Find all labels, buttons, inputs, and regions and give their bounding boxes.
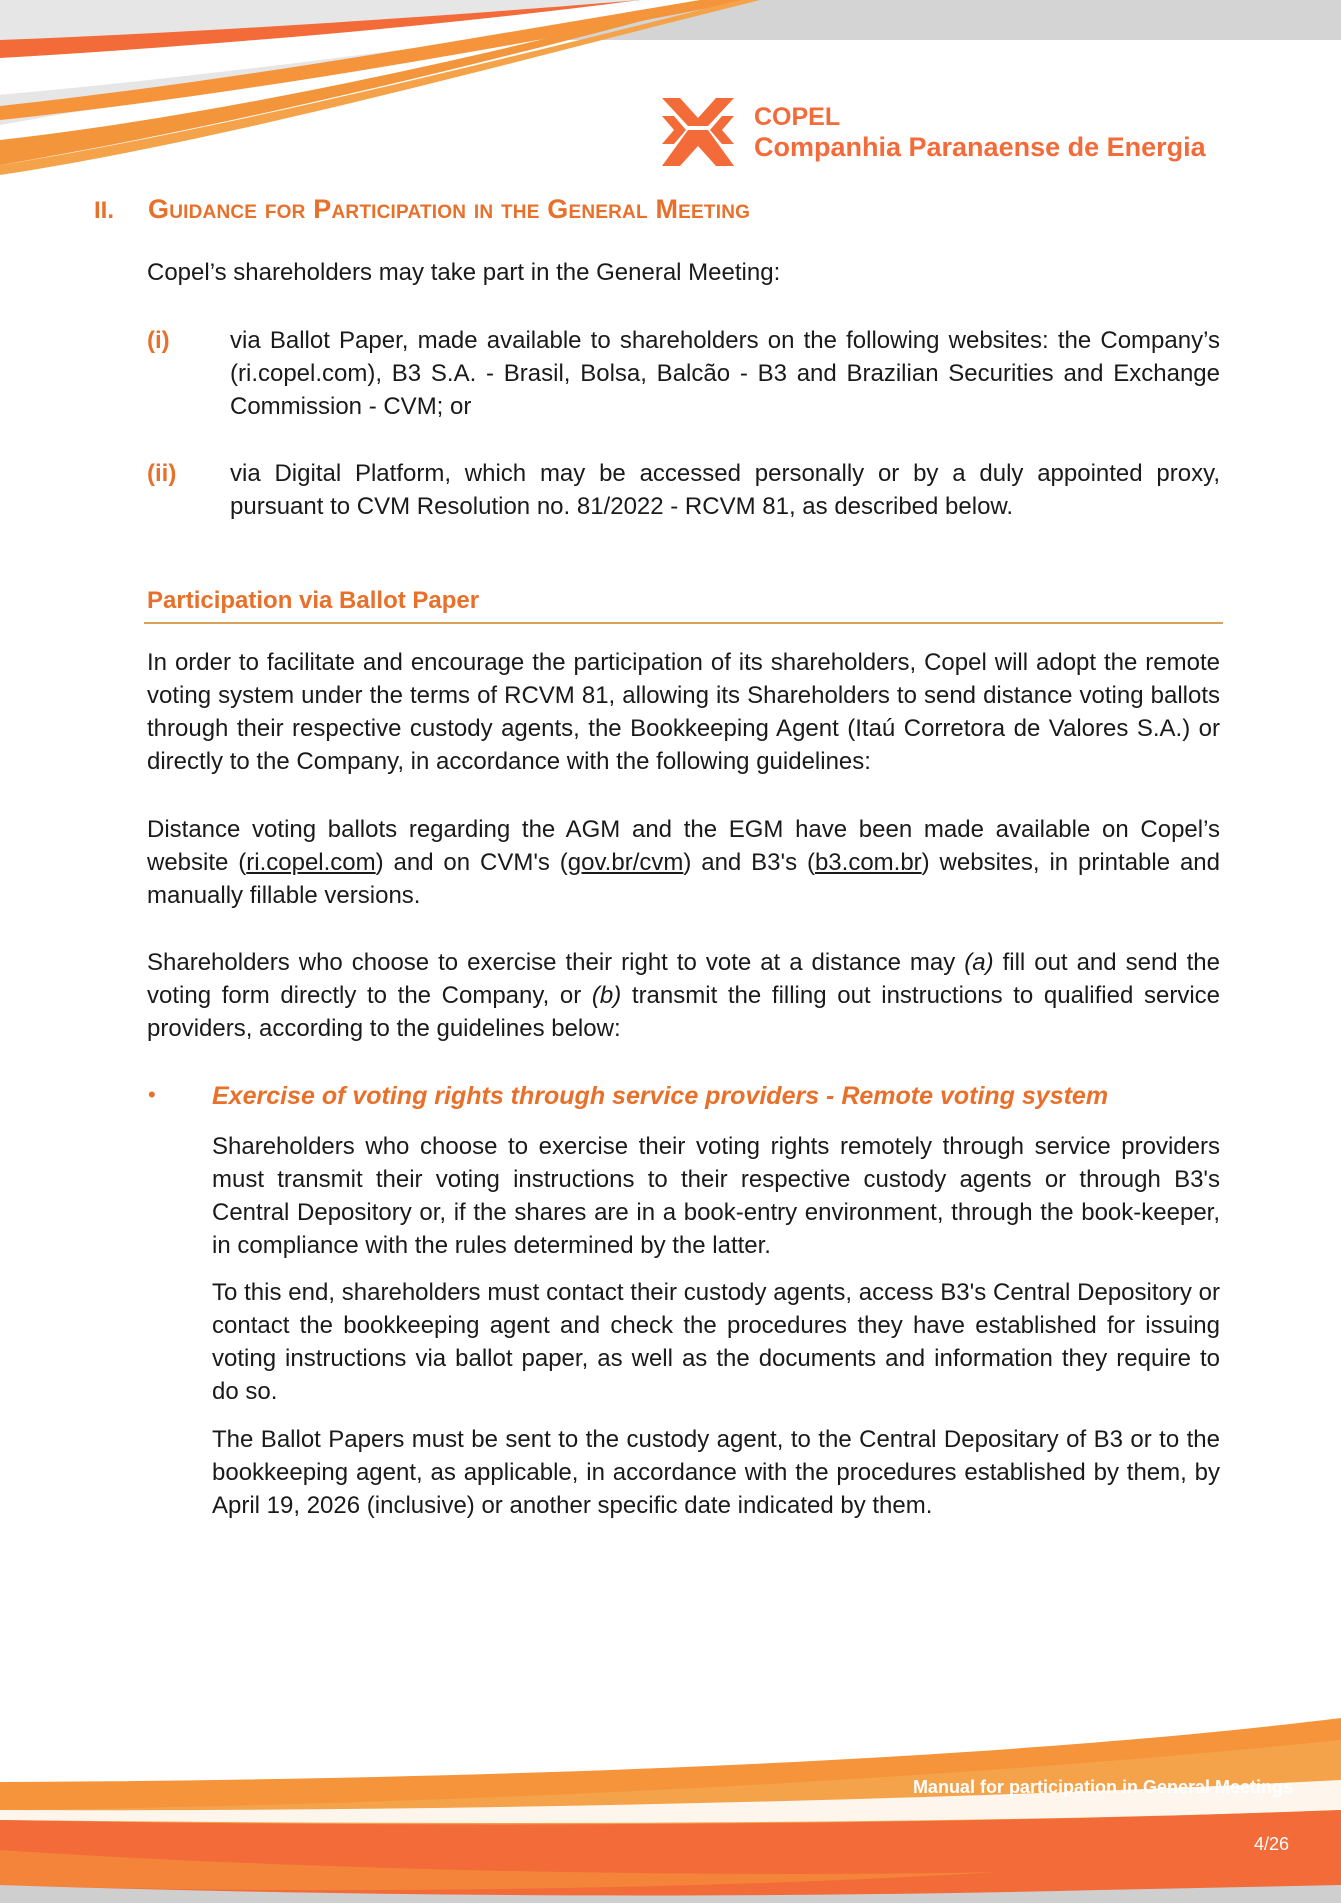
section-title: Guidance for Participation in the General Meeting: [148, 194, 751, 224]
brand-name: COPEL: [754, 103, 841, 131]
section-number: II.: [94, 197, 115, 224]
bullet-paragraph: To this end, shareholders must contact their custody agents, access B3's Central Depository or contact the bookkeeping agent and check the procedures they have established for issuing voting instructions via ballot paper, as well as the documents and information they require to do so.: [212, 1279, 1220, 1405]
link-gov-cvm[interactable]: gov.br/cvm: [567, 849, 684, 876]
footer-swoosh-decoration: [0, 1700, 1341, 1903]
paragraph-remote-voting: In order to facilitate and encourage the participation of its shareholders, Copel will adopt the remote voting system under the terms of RCVM 81, allowing its Shareholders to send distance voting ballots through their respective custody agents, the Bookkeeping Agent (Itaú Corretora de Valores S.A.) or directly to the Company, in accordance with the following guidelines:: [147, 649, 1220, 775]
intro-text: Copel’s shareholders may take part in the General Meeting:: [147, 259, 781, 286]
subsection-divider: [144, 622, 1223, 624]
bullet-paragraph: The Ballot Papers must be sent to the custody agent, to the Central Depositary of B3 or to the bookkeeping agent, as applicable, in accordance with the procedures established by them, by April 19, 2026 (inclusive) or another specific date indicated by them.: [212, 1426, 1220, 1519]
option-label: (i): [147, 327, 170, 354]
bullet-icon: •: [148, 1082, 156, 1107]
copel-logo-icon: [660, 96, 736, 168]
option-text: via Digital Platform, which may be accessed personally or by a duly appointed proxy, pursuant to CVM Resolution no. 81/2022 - RCVM 81, as described below.: [230, 460, 1220, 520]
link-b3[interactable]: b3.com.br: [814, 849, 922, 876]
bullet-paragraph: Shareholders who choose to exercise their voting rights remotely through service providers must transmit their voting instructions to their respective custody agents or through B3's Central Depository or, if the shares are in a book-entry environment, through the book-keeper, in compliance with the rules determined by the latter.: [212, 1133, 1220, 1259]
subsection-title: Participation via Ballot Paper: [147, 587, 480, 614]
link-ri-copel[interactable]: ri.copel.com: [246, 849, 376, 876]
section-heading: [94, 194, 750, 225]
copel-logo: [660, 92, 1206, 172]
page-number: 4/26: [1253, 1834, 1289, 1854]
brand-full-name: Companhia Paranaense de Energia: [754, 132, 1206, 162]
paragraph-ballot-availability: Distance voting ballots regarding the AGM and the EGM have been made available on Copel’s website (ri.copel.com) and on CVM's (gov.br/cvm) and B3's (b3.com.br) websites, in printable and manually fillable versions.: [147, 816, 1220, 909]
footer-document-title: Manual for participation in General Meetings: [912, 1777, 1293, 1797]
bullet-title: Exercise of voting rights through service providers - Remote voting system: [212, 1082, 1109, 1110]
option-label: (ii): [147, 460, 177, 487]
paragraph-voting-options: Shareholders who choose to exercise their right to vote at a distance may (a) fill out and send the voting form directly to the Company, or (b) transmit the filling out instructions to qualified service providers, according to the guidelines below:: [147, 949, 1220, 1042]
option-text: via Ballot Paper, made available to shareholders on the following websites: the Company’s (ri.copel.com), B3 S.A. - Brasil, Bolsa, Balcão - B3 and Brazilian Securities and Exchange Commission - CVM; or: [230, 327, 1220, 420]
